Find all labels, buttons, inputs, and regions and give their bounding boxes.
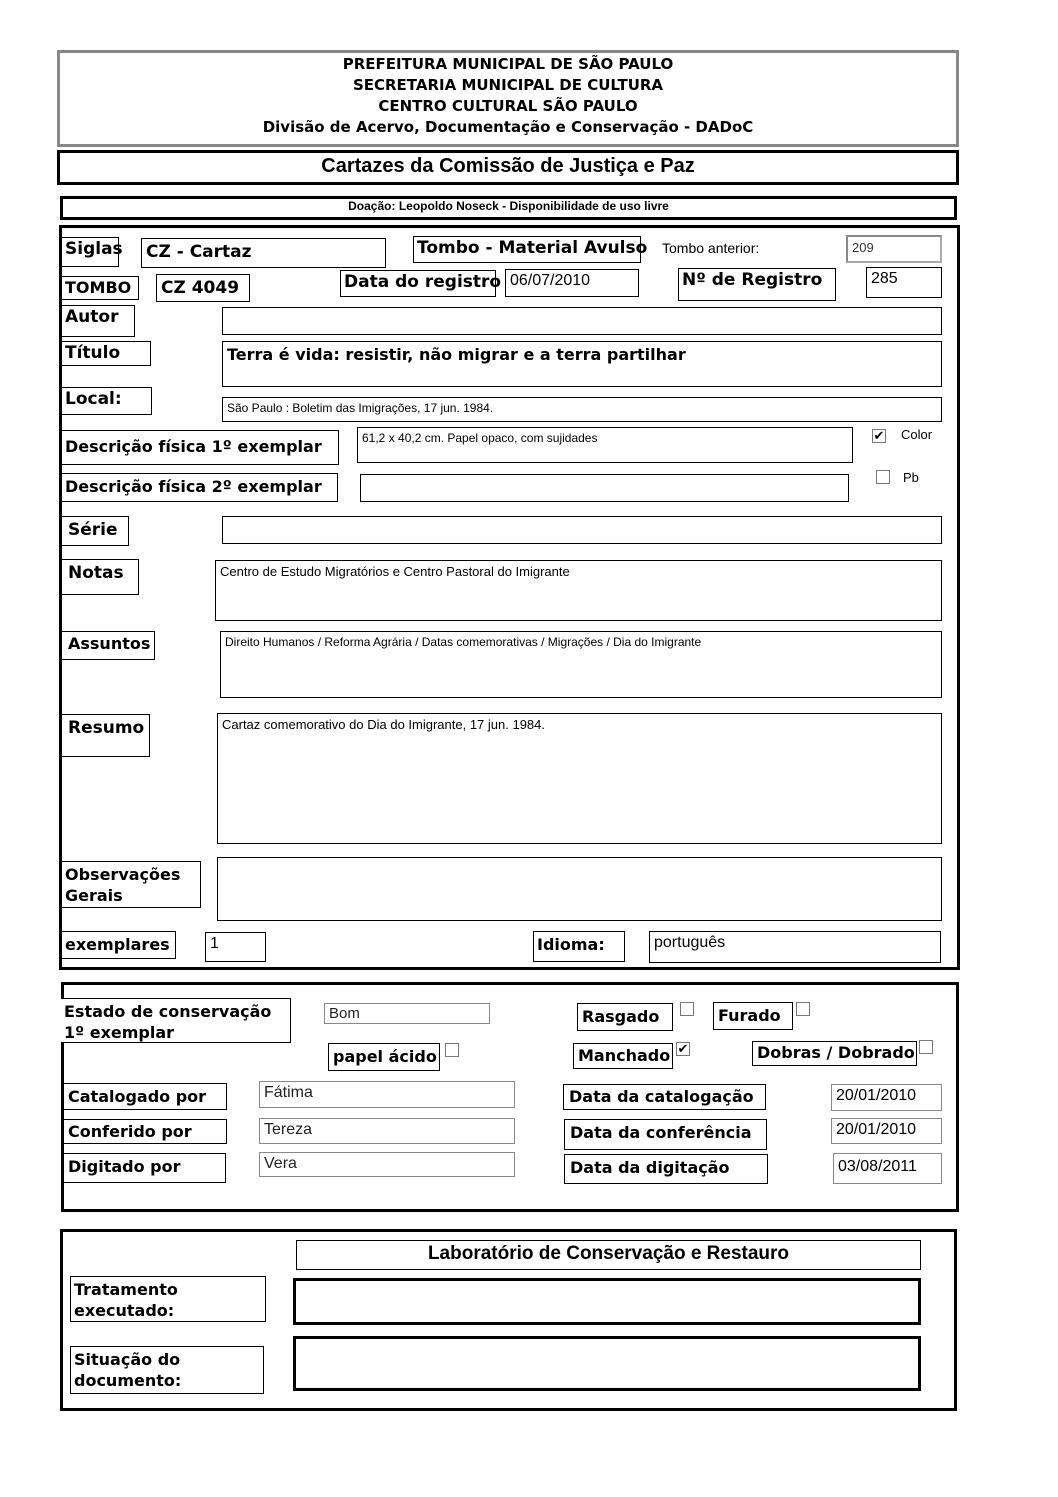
lab-title: Laboratório de Conservação e Restauro <box>427 1243 790 1264</box>
color-label: Color <box>901 427 933 442</box>
estado-label-line-2: 1º exemplar <box>64 1023 175 1042</box>
idioma-field[interactable]: português <box>649 931 941 963</box>
tratamento-label-line-1: Tratamento <box>74 1280 178 1299</box>
header-line-4: Divisão de Acervo, Documentação e Conservação - DADoC <box>262 118 754 136</box>
situacao-label-line-1: Situação do <box>74 1350 181 1369</box>
data-catalogacao-field[interactable]: 20/01/2010 <box>831 1084 942 1111</box>
furado-checkbox[interactable] <box>796 1002 810 1016</box>
n-registro-label: Nº de Registro <box>678 268 836 301</box>
tratamento-label <box>70 1276 266 1322</box>
papel-acido-label: papel ácido <box>328 1043 440 1071</box>
data-digitacao-field[interactable]: 03/08/2011 <box>833 1153 942 1184</box>
serie-label: Série <box>61 516 129 546</box>
autor-field[interactable] <box>222 307 942 335</box>
observacoes-label-line-1: Observações <box>65 865 181 884</box>
estado-label <box>61 998 291 1043</box>
autor-label: Autor <box>61 305 135 337</box>
tombo-field[interactable]: CZ 4049 <box>156 274 250 302</box>
catalogado-field[interactable]: Fátima <box>259 1081 515 1108</box>
estado-label-line-1: Estado de conservação <box>64 1002 272 1021</box>
situacao-label <box>70 1346 264 1394</box>
tombo-label: TOMBO <box>61 276 139 300</box>
idioma-label: Idioma: <box>533 931 625 962</box>
tombo-anterior-field[interactable]: 209 <box>846 235 942 263</box>
data-catalogacao-label: Data da catalogação <box>563 1084 766 1110</box>
conferido-field[interactable]: Tereza <box>259 1118 515 1144</box>
dobras-label: Dobras / Dobrado <box>752 1041 917 1066</box>
desc2-field[interactable] <box>360 474 849 502</box>
assuntos-label: Assuntos <box>61 631 155 660</box>
pb-label: Pb <box>903 470 919 485</box>
siglas-field[interactable]: CZ - Cartaz <box>141 238 386 268</box>
titulo-label: Título <box>61 341 151 366</box>
tratamento-label-line-2: executado: <box>74 1301 175 1320</box>
data-conferencia-field[interactable]: 20/01/2010 <box>831 1118 942 1144</box>
tratamento-field[interactable] <box>293 1278 921 1325</box>
rasgado-checkbox[interactable] <box>680 1002 694 1016</box>
titulo-field[interactable]: Terra é vida: resistir, não migrar e a terra partilhar <box>222 341 942 387</box>
observacoes-label-line-2: Gerais <box>65 886 123 905</box>
header-line-1: PREFEITURA MUNICIPAL DE SÃO PAULO <box>342 55 674 73</box>
papel-acido-checkbox[interactable] <box>445 1043 459 1057</box>
desc1-label: Descrição física 1º exemplar <box>61 430 339 465</box>
siglas-label: Siglas <box>61 237 119 267</box>
n-registro-field[interactable]: 285 <box>866 267 942 298</box>
conferido-label: Conferido por <box>63 1119 227 1144</box>
collection-title: Cartazes da Comissão de Justiça e Paz <box>321 155 695 177</box>
desc2-label: Descrição física 2º exemplar <box>61 473 338 502</box>
tombo-anterior-label: Tombo anterior: <box>662 240 760 256</box>
observacoes-label <box>61 861 201 908</box>
data-conferencia-label: Data da conferência <box>564 1119 767 1150</box>
furado-label: Furado <box>713 1002 793 1030</box>
digitado-field[interactable]: Vera <box>259 1152 515 1177</box>
local-label: Local: <box>61 387 152 415</box>
header-line-2: SECRETARIA MUNICIPAL DE CULTURA <box>352 76 664 94</box>
dobras-checkbox[interactable] <box>919 1040 933 1054</box>
observacoes-field[interactable] <box>217 857 942 921</box>
color-checkbox[interactable]: ✔ <box>873 429 885 444</box>
local-field[interactable]: São Paulo : Boletim das Imigrações, 17 jun. 1984. <box>222 397 942 422</box>
situacao-field[interactable] <box>293 1336 921 1391</box>
data-registro-field[interactable]: 06/07/2010 <box>505 269 639 297</box>
pb-checkbox[interactable] <box>876 470 890 484</box>
donation-text: Doação: Leopoldo Noseck - Disponibilidade de uso livre <box>348 199 669 213</box>
tombo-material-label: Tombo - Material Avulso <box>413 236 641 263</box>
exemplares-label: exemplares <box>61 931 176 959</box>
situacao-label-line-2: documento: <box>74 1371 182 1390</box>
notas-label: Notas <box>61 559 139 595</box>
digitado-label: Digitado por <box>63 1153 226 1183</box>
header-line-3: CENTRO CULTURAL SÃO PAULO <box>378 97 638 115</box>
serie-field[interactable] <box>222 516 942 544</box>
exemplares-field[interactable]: 1 <box>205 932 266 962</box>
manchado-checkbox[interactable]: ✔ <box>677 1042 689 1057</box>
data-registro-label: Data do registro <box>340 270 496 297</box>
catalogado-label: Catalogado por <box>63 1083 227 1110</box>
rasgado-label: Rasgado <box>577 1003 673 1031</box>
manchado-label: Manchado <box>573 1043 673 1069</box>
resumo-label: Resumo <box>61 714 150 757</box>
desc1-field[interactable]: 61,2 x 40,2 cm. Papel opaco, com sujidades <box>357 427 853 463</box>
notas-field[interactable]: Centro de Estudo Migratórios e Centro Pastoral do Imigrante <box>215 560 942 621</box>
resumo-field[interactable]: Cartaz comemorativo do Dia do Imigrante, 17 jun. 1984. <box>217 713 942 844</box>
assuntos-field[interactable]: Direito Humanos / Reforma Agrária / Datas comemorativas / Migrações / Dia do Imigrante <box>220 631 942 698</box>
estado-field[interactable]: Bom <box>324 1003 490 1024</box>
data-digitacao-label: Data da digitação <box>564 1154 768 1184</box>
